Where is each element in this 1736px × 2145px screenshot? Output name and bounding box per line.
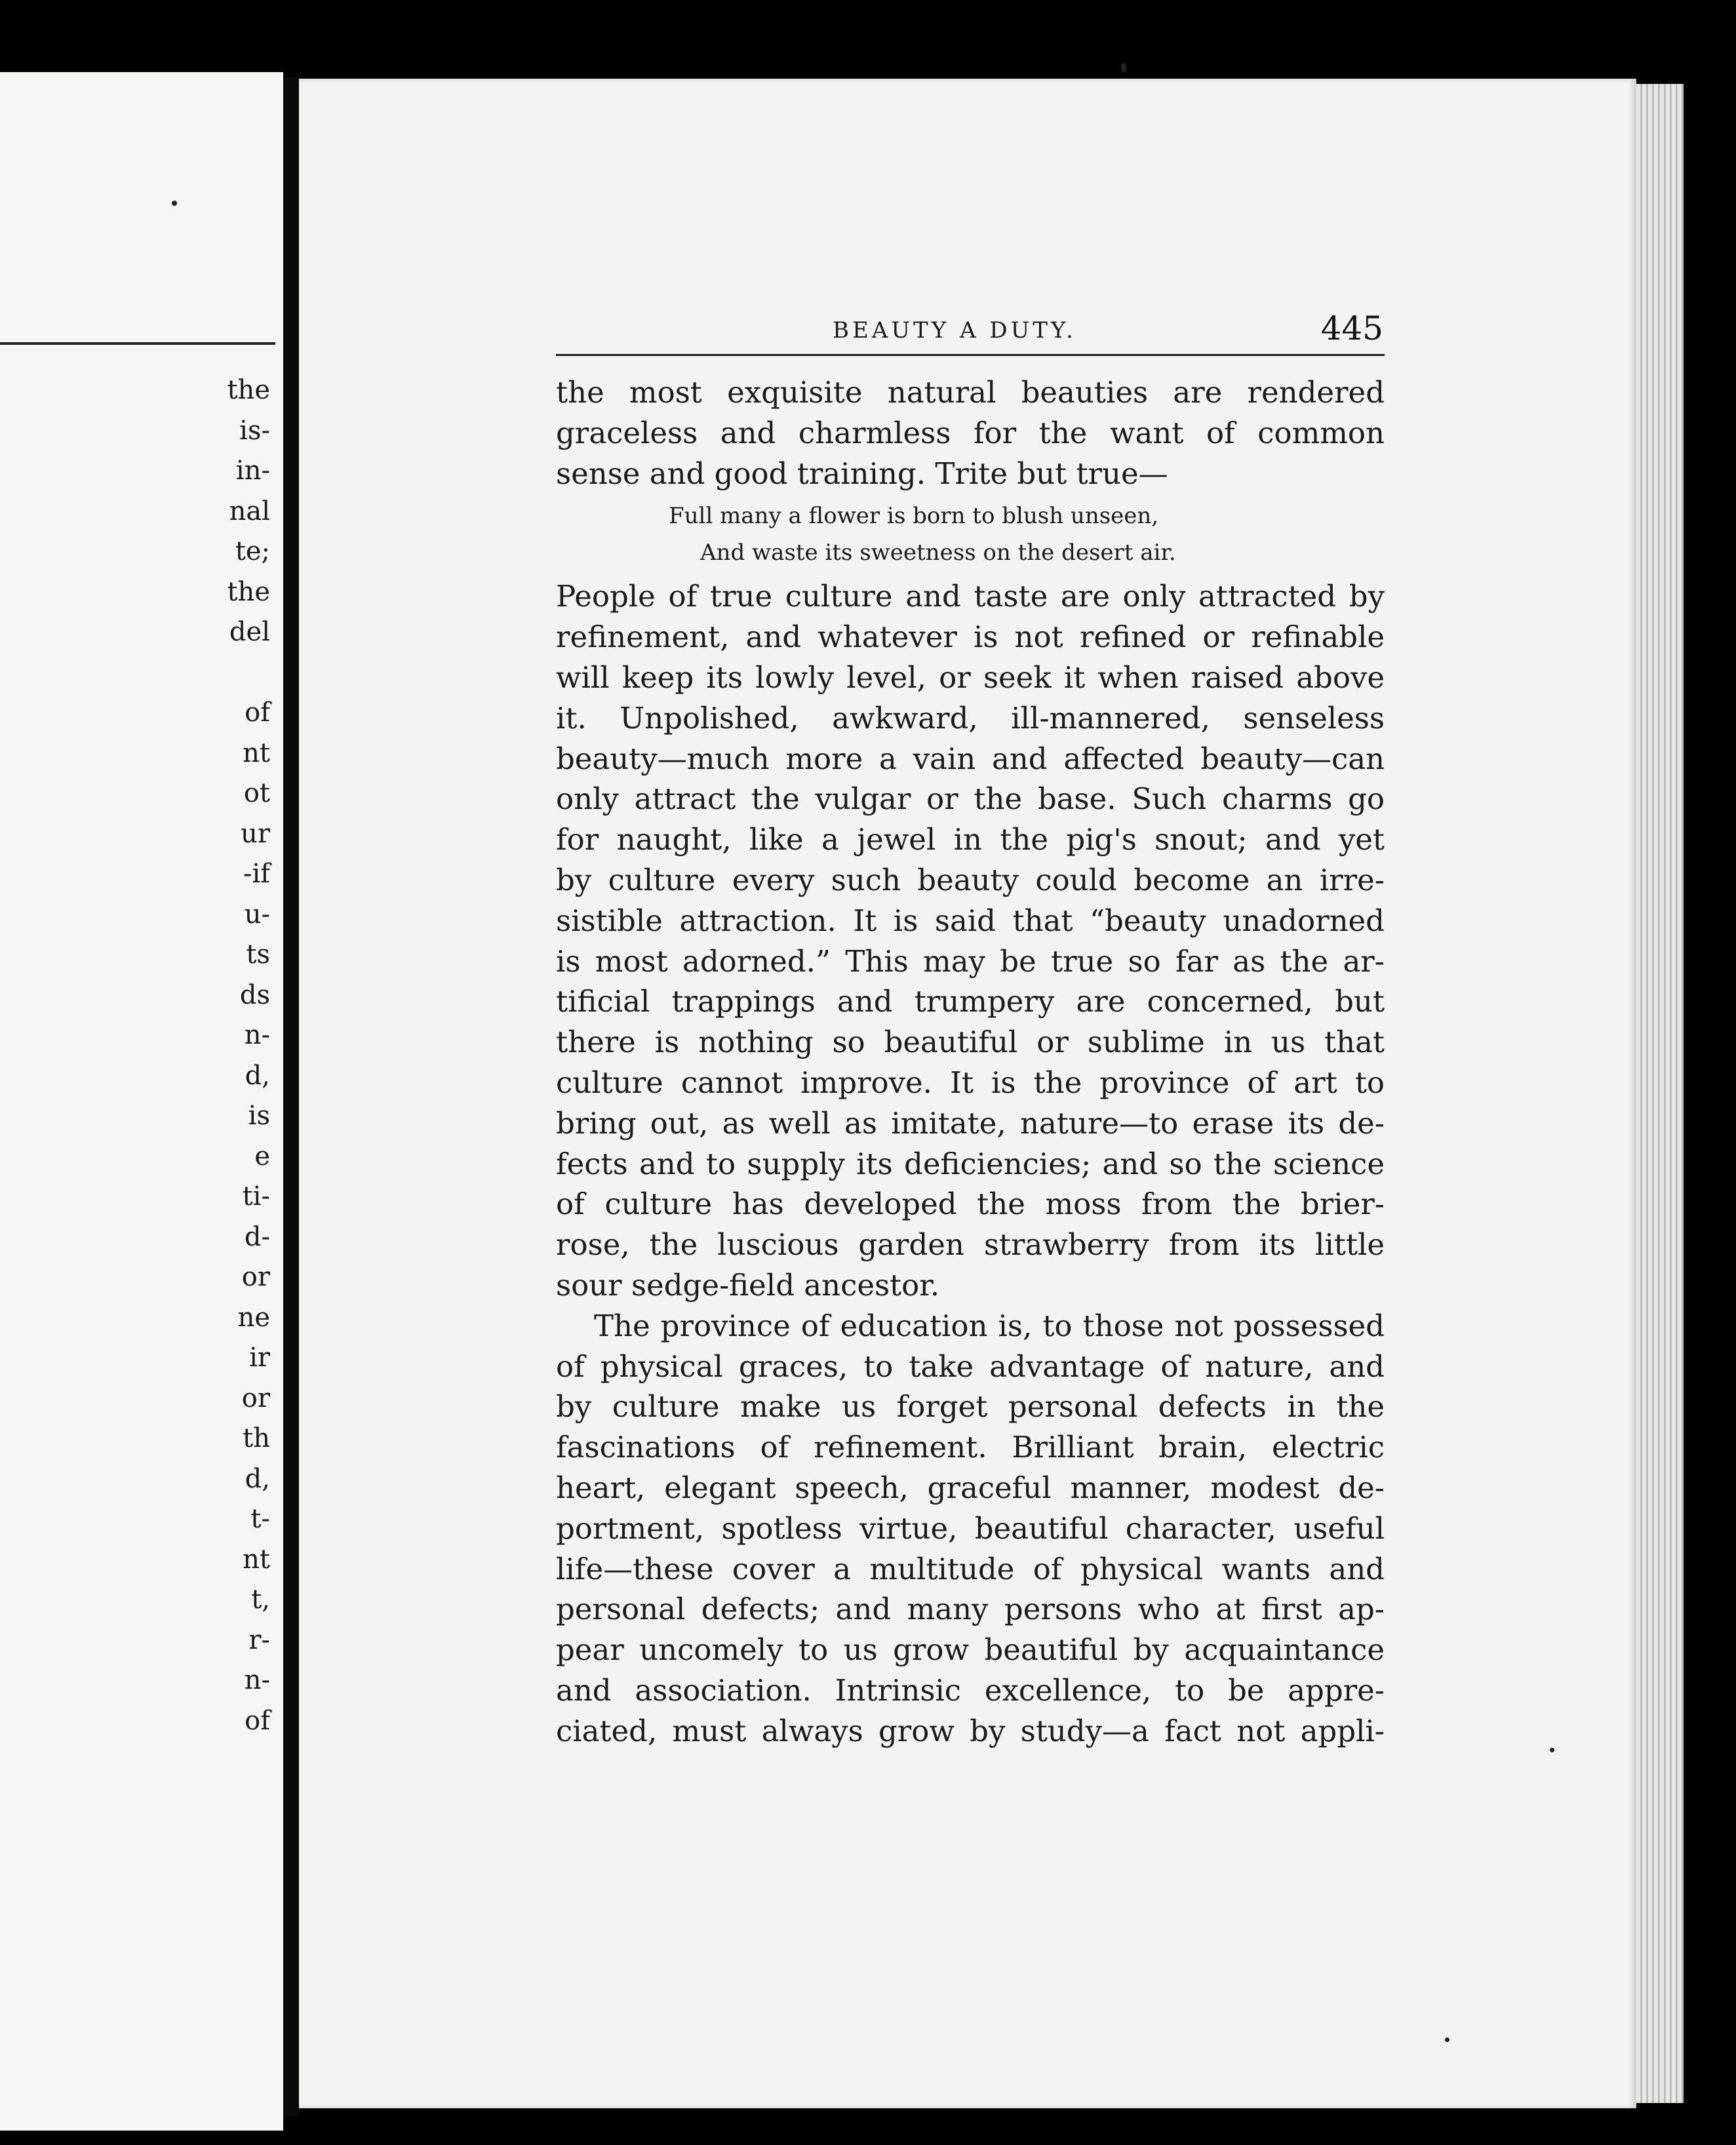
left-page-fragment-line: e [254, 1141, 270, 1171]
text-line: of physical graces, to take advantage of nature, and [556, 1348, 1385, 1384]
left-page-fragment-line: or [241, 1262, 270, 1292]
text-line: will keep its lowly level, or seek it when raised above [556, 659, 1385, 695]
text-line: fascinations of refinement. Brilliant brain, electric [556, 1430, 1385, 1465]
left-page-fragment-line: del [229, 617, 270, 647]
left-page-fragment-line: ur [241, 818, 270, 849]
text-line: culture cannot improve. It is the province of art to [556, 1065, 1385, 1100]
text-line: sistible attraction. It is said that “beauty unadorned [556, 903, 1385, 938]
left-page-fragment-line: nal [229, 496, 270, 526]
page-number: 445 [1320, 309, 1383, 347]
text-line: People of true culture and taste are only attracted by [556, 579, 1385, 614]
left-page-fragment-line: ne [237, 1302, 270, 1333]
text-line: personal defects; and many persons who at first ap- [556, 1592, 1385, 1627]
left-page-fragment-line: t, [251, 1584, 270, 1615]
running-head: BEAUTY A DUTY. [833, 317, 1076, 344]
left-page-fragment-line: ts [246, 939, 270, 970]
left-page-fragment-line: r- [248, 1624, 270, 1655]
text-line: graceless and charmless for the want of common [556, 415, 1385, 450]
left-page-fragment-line: te; [235, 536, 270, 566]
left-page-fragment-line: ds [239, 979, 270, 1010]
verse-line: Full many a flower is born to blush unseen, [669, 503, 1159, 530]
left-page-fragment-line: of [245, 698, 270, 728]
text-line: tificial trappings and trumpery are concerned, but [556, 984, 1385, 1019]
text-line: heart, elegant speech, graceful manner, modest de- [556, 1470, 1385, 1505]
text-line: it. Unpolished, awkward, ill-mannered, senseless [556, 700, 1385, 736]
left-page-header-rule [0, 342, 275, 345]
left-page-fragment-line: -if [243, 859, 270, 889]
left-page-fragment-line: ti- [242, 1181, 270, 1211]
verse-line: And waste its sweetness on the desert air. [700, 540, 1176, 566]
left-page-fragment-line: ot [243, 778, 270, 808]
text-line: sour sedge-field ancestor. [556, 1267, 940, 1303]
text-line: bring out, as well as imitate, nature—to erase its de- [556, 1105, 1385, 1141]
left-page-fragment-line: t- [250, 1504, 270, 1534]
left-page-text-fragments [0, 370, 275, 1741]
body-text [556, 372, 1385, 1752]
left-page-fragment-line: nt [243, 1544, 270, 1575]
left-page-fragment-line: th [243, 1423, 270, 1453]
left-page-fragment-line: d- [244, 1221, 270, 1252]
left-page-fragment-line: d, [245, 1060, 270, 1091]
header-rule [556, 354, 1385, 356]
text-line: of culture has developed the moss from the brier- [556, 1187, 1385, 1222]
left-page-fragment-line: n- [244, 1020, 270, 1050]
text-line: beauty—much more a vain and affected beauty—can [556, 741, 1385, 776]
left-page-fragment-line: or [241, 1383, 270, 1413]
left-page-fragment-line: nt [243, 738, 270, 768]
text-line: sense and good training. Trite but true— [556, 456, 1168, 491]
book-gutter [283, 77, 299, 2116]
text-line: refinement, and whatever is not refined or refinable [556, 620, 1385, 655]
left-page-fragment-line: the [227, 576, 270, 607]
dust-speck [1550, 1748, 1554, 1752]
text-line: fects and to supply its deficiencies; and so the science [556, 1146, 1385, 1181]
text-line: by culture make us forget personal defects in the [556, 1389, 1385, 1425]
text-line: life—these cover a multitude of physical wants and [556, 1551, 1385, 1586]
left-page-fragment-line: is [248, 1101, 270, 1131]
text-line: rose, the luscious garden strawberry from its little [556, 1227, 1385, 1263]
text-line: for naught, like a jewel in the pig's snout; and yet [556, 822, 1385, 857]
text-line: ciated, must always grow by study—a fact not appli- [556, 1713, 1385, 1748]
left-page-fragment-line: the [227, 375, 270, 405]
text-line: the most exquisite natural beauties are rendered [556, 375, 1385, 410]
dust-speck [172, 201, 177, 206]
text-line: by culture every such beauty could become an irre- [556, 862, 1385, 897]
text-line: portment, spotless virtue, beautiful character, useful [556, 1510, 1385, 1546]
text-line: The province of education is, to those not possessed [594, 1308, 1385, 1343]
dust-speck [1445, 2037, 1450, 2042]
left-page-fragment-line: is- [239, 415, 270, 446]
left-page-fragment-line: ir [249, 1343, 270, 1373]
left-page-fragment-line: u- [244, 899, 270, 930]
paragraph-3 [556, 1306, 1385, 1752]
text-line: is most adorned.” This may be true so far as the ar- [556, 943, 1385, 979]
text-line: only attract the vulgar or the base. Such charms go [556, 781, 1385, 817]
page-edges [1636, 84, 1684, 2103]
paragraph-1 [556, 372, 1385, 494]
left-page-fragment-line: n- [244, 1665, 270, 1695]
paragraph-2 [556, 576, 1385, 1305]
left-page-fragment-line [0, 653, 275, 694]
left-page-fragment-line: d, [245, 1463, 270, 1494]
text-line: pear uncomely to us grow beautiful by acquaintance [556, 1632, 1385, 1668]
text-line: and association. Intrinsic excellence, to be appre- [556, 1672, 1385, 1708]
dust-speck [1121, 63, 1126, 72]
left-page-fragment-line: of [245, 1705, 270, 1736]
page-header [557, 307, 1383, 353]
text-line: there is nothing so beautiful or sublime in us that [556, 1025, 1385, 1060]
verse-quotation [556, 498, 1385, 571]
left-page-fragment-line: in- [235, 456, 270, 486]
